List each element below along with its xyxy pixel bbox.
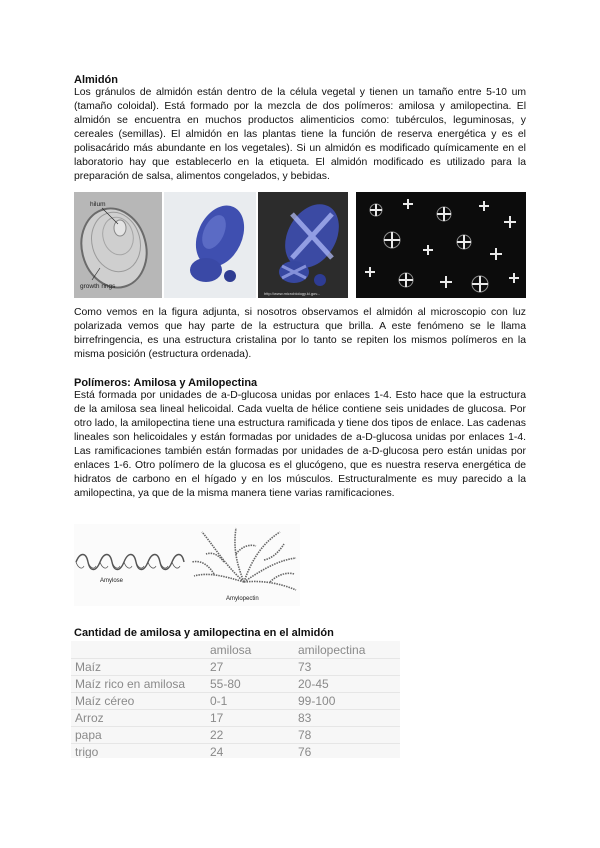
table-cell: 99-100 (298, 693, 400, 710)
amylose-label: Amylose (100, 578, 124, 584)
amylopectin-label: Amylopectin (226, 596, 259, 602)
table-cell: 76 (298, 744, 400, 759)
polarized-granules-micrograph (258, 192, 348, 298)
table-row (71, 744, 400, 759)
starch-paragraph: Los gránulos de almidón están dentro de la célula vegetal y tienen un tamaño entre 5-10 um (tamaño coloidal). Está formado por la mezcla de dos polímeros: amilosa y amilopectina. El almidón se encuentra en muchos productos alimenticios como: tubérculos, leguminosas, y cereales (semillas). El almidón en las plantas tiene la función de reserva energética y es el polisacárido más abundante en los vegetales). Si un almidón es modificado químicamente en el laboratorio hay que establecerlo en la etiqueta. El almidón modificado es utilizado para la preparación de salsa, alimentos congelados, y bebidas. (74, 87, 526, 182)
table-header-cell (71, 641, 210, 659)
photo-url-caption: http://www.microbiology.ki.gov... (264, 291, 321, 296)
table-row (71, 710, 400, 727)
table-header-cell: amilosa (210, 642, 252, 657)
table-cell: 0-1 (210, 693, 298, 710)
table-cell: 22 (210, 727, 298, 744)
table-cell: 24 (210, 744, 298, 759)
amylose-amylopectin-diagram (74, 524, 300, 606)
table-cell: 78 (298, 727, 400, 744)
table-row (71, 693, 400, 710)
table-row (71, 727, 400, 744)
table-row (71, 676, 400, 693)
table-cell: 55-80 (210, 676, 298, 693)
composition-table-image (71, 641, 400, 758)
table-cell: 17 (210, 710, 298, 727)
birefringence-paragraph: Como vemos en la figura adjunta, si nosotros observamos el almidón al microscopio con luz polarizada vemos que hay parte de la estructura que brilla. A este fenómeno se le llama birrefringencia, es una estructura cristalina por lo tanto se repiten los mismos polímeros en la misma posición (estructura ordenada). (74, 307, 526, 360)
table-cell: trigo (71, 744, 210, 759)
stained-granules-micrograph (164, 192, 256, 298)
table-cell: Arroz (71, 710, 210, 727)
table-cell: 83 (298, 710, 400, 727)
table-cell: 27 (210, 659, 298, 676)
table-cell: Maíz (71, 659, 210, 676)
table-header-cell: amilopectina (298, 642, 366, 657)
granule-micrograph (74, 192, 162, 298)
table-cell: Maíz céreo (71, 693, 210, 710)
polymers-heading: Polímeros: Amilosa y Amilopectina (74, 377, 258, 389)
table-row (71, 659, 400, 676)
growth-rings-label: growth rings (80, 283, 116, 290)
starch-micrographs (74, 192, 526, 298)
table-cell: Maíz rico en amilosa (71, 676, 210, 693)
hilum-label: hilum (90, 201, 106, 208)
polymers-paragraph: Está formada por unidades de a-D-glucosa unidas por enlaces 1-4. Esto hace que la estructura de la amilosa sea lineal helicoidal. Cada vuelta de hélice contiene seis unidades de glucosa. Por otro lado, la amilopectina tiene una estructura ramificada y tiene dos tipos de enlace. Las cadenas lineales son helicoidales y están formadas por unidades de a-D-glucosa unidas por enlaces 1-4. Las ramificaciones también están formadas por unidades de a-D-glucosa pero están unidas por enlaces 1-6. Otro polímero de la glucosa es el glucógeno, que es nuestra reserva energética de hidratos de carbono en el hígado y en los músculos. Estructuralmente es muy parecido a la amilopectina, ya que de la misma manera tiene varias ramificaciones. (74, 390, 526, 499)
birefringence-micrograph (356, 192, 526, 298)
table-cell: 20-45 (298, 676, 400, 693)
table-header-row (71, 641, 400, 659)
table-heading: Cantidad de amilosa y amilopectina en el almidón (74, 627, 334, 639)
composition-table (71, 641, 400, 758)
table-cell: papa (71, 727, 210, 744)
table-cell: 73 (298, 659, 400, 676)
starch-heading: Almidón (74, 74, 118, 86)
